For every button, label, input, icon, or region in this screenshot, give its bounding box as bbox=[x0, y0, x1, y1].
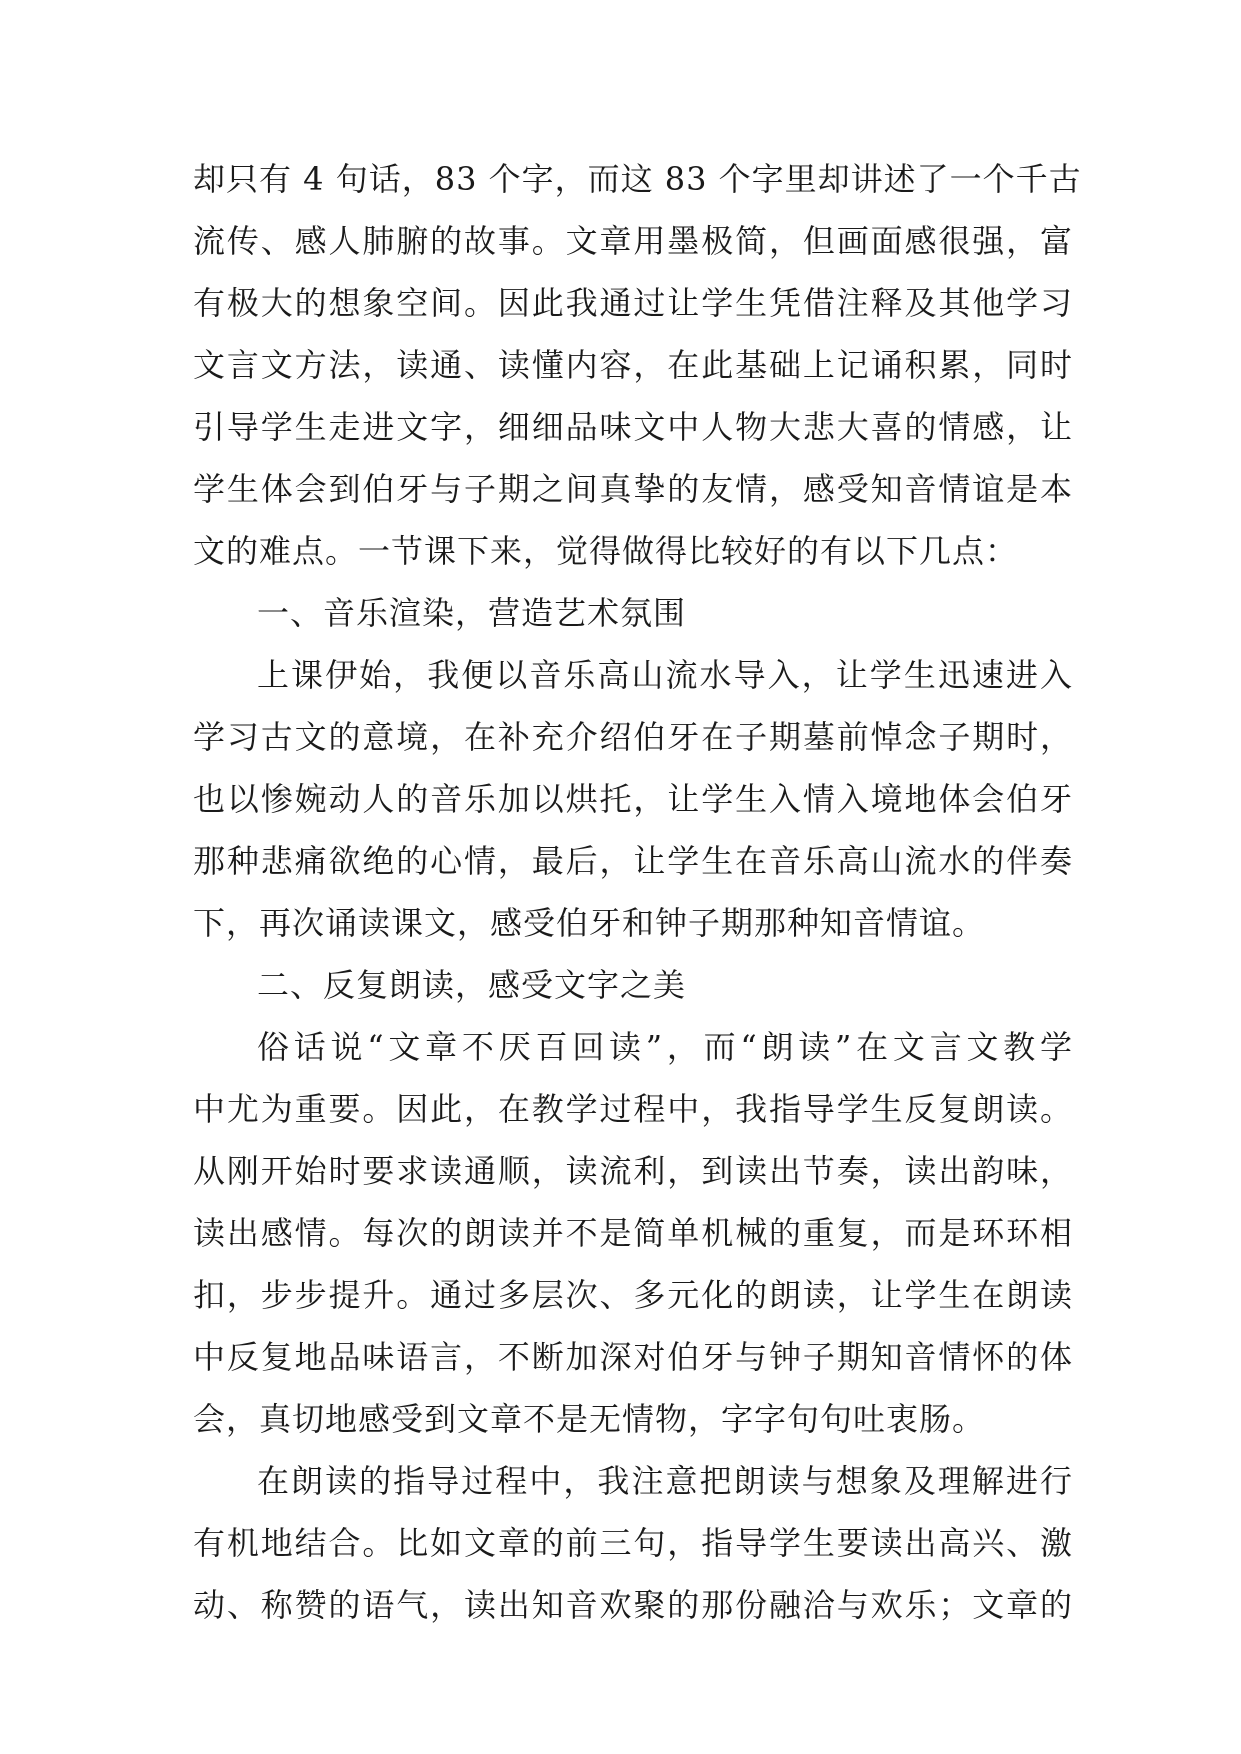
text-line: 中尤为重要。因此，在教学过程中，我指导学生反复朗读。 bbox=[193, 1090, 1073, 1128]
text-line: 在朗读的指导过程中，我注意把朗读与想象及理解进行 bbox=[257, 1462, 1073, 1500]
text-line: 上课伊始，我便以音乐高山流水导入，让学生迅速进入 bbox=[257, 656, 1073, 694]
section-heading-reading: 二、反复朗读，感受文字之美 bbox=[257, 966, 687, 1004]
text-line: 俗话说“文章不厌百回读”，而“朗读”在文言文教学 bbox=[257, 1028, 1073, 1066]
text-line: 扣，步步提升。通过多层次、多元化的朗读，让学生在朗读 bbox=[193, 1276, 1073, 1314]
text-line: 却只有 4 句话，83 个字，而这 83 个字里却讲述了一个千古 bbox=[193, 160, 1082, 198]
text-line: 会，真切地感受到文章不是无情物，字字句句吐衷肠。 bbox=[193, 1400, 986, 1438]
text-line: 流传、感人肺腑的故事。文章用墨极简，但画面感很强，富 bbox=[193, 222, 1073, 260]
text-line: 动、称赞的语气，读出知音欢聚的那份融洽与欢乐；文章的 bbox=[193, 1586, 1073, 1624]
text-line: 引导学生走进文字，细细品味文中人物大悲大喜的情感，让 bbox=[193, 408, 1073, 446]
section-heading-music: 一、音乐渲染，营造艺术氛围 bbox=[257, 594, 687, 632]
text-line: 文言文方法，读通、读懂内容，在此基础上记诵积累，同时 bbox=[193, 346, 1073, 384]
text-line: 学生体会到伯牙与子期之间真挚的友情，感受知音情谊是本 bbox=[193, 470, 1073, 508]
text-line: 有机地结合。比如文章的前三句，指导学生要读出高兴、激 bbox=[193, 1524, 1073, 1562]
text-line: 读出感情。每次的朗读并不是简单机械的重复，而是环环相 bbox=[193, 1214, 1073, 1252]
text-line: 那种悲痛欲绝的心情，最后，让学生在音乐高山流水的伴奏 bbox=[193, 842, 1073, 880]
body-text bbox=[193, 148, 1082, 1636]
text-line: 也以惨婉动人的音乐加以烘托，让学生入情入境地体会伯牙 bbox=[193, 780, 1073, 818]
text-line: 学习古文的意境，在补充介绍伯牙在子期墓前悼念子期时， bbox=[193, 718, 1073, 756]
text-line: 有极大的想象空间。因此我通过让学生凭借注释及其他学习 bbox=[193, 284, 1073, 322]
text-line: 下，再次诵读课文，感受伯牙和钟子期那种知音情谊。 bbox=[193, 904, 986, 942]
text-line: 文的难点。一节课下来，觉得做得比较好的有以下几点： bbox=[193, 532, 1019, 570]
text-line: 从刚开始时要求读通顺，读流利，到读出节奏，读出韵味， bbox=[193, 1152, 1073, 1190]
text-line: 中反复地品味语言，不断加深对伯牙与钟子期知音情怀的体 bbox=[193, 1338, 1073, 1376]
